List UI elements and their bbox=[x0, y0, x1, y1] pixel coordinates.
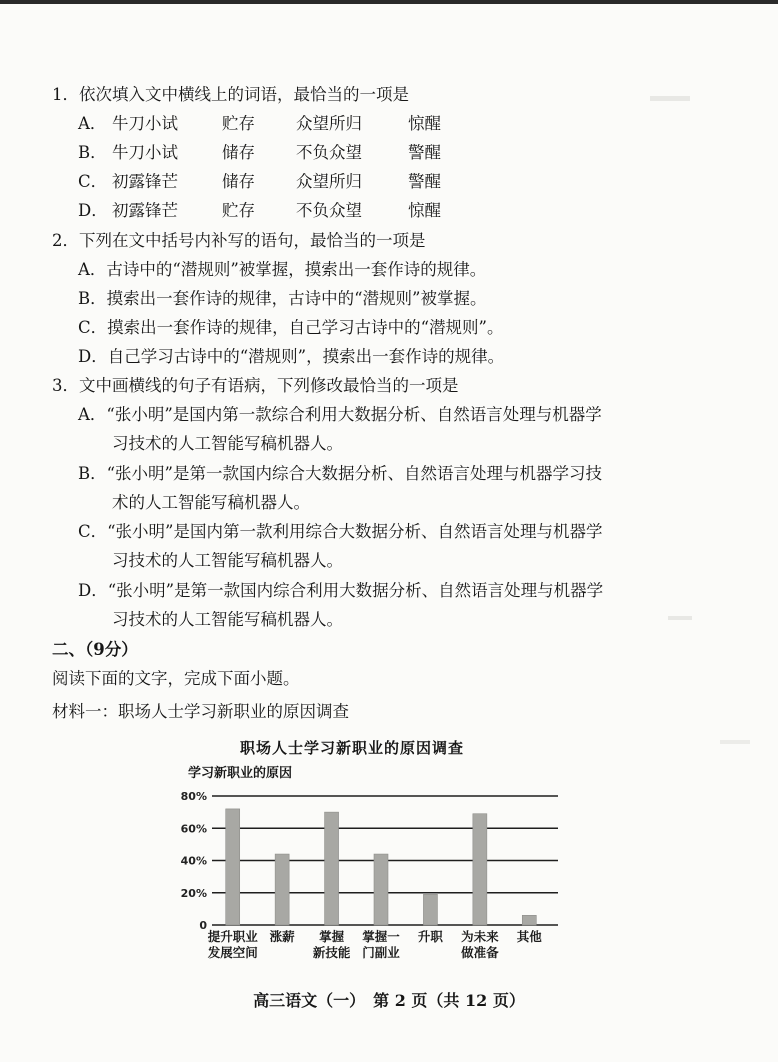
option-word: 初露锋芒 bbox=[112, 201, 178, 220]
bar bbox=[423, 894, 437, 925]
option-word: 警醒 bbox=[408, 172, 441, 191]
scan-speck bbox=[650, 96, 690, 101]
question-2-stem: 2．下列在文中括号内补写的语句，最恰当的一项是 bbox=[52, 231, 426, 250]
question-2-option: B．摸索出一套作诗的规律，古诗中的“潜规则”被掌握。 bbox=[78, 289, 487, 308]
question-3-option-continuation: 习技术的人工智能写稿机器人。 bbox=[112, 434, 343, 453]
y-tick-label: 0 bbox=[199, 919, 207, 932]
bar bbox=[275, 854, 289, 925]
question-2-option: C．摸索出一套作诗的规律，自己学习古诗中的“潜规则”。 bbox=[78, 318, 504, 337]
material-1-title: 材料一：职场人士学习新职业的原因调查 bbox=[52, 702, 349, 721]
option-word: 众望所归 bbox=[296, 172, 362, 191]
question-3-option-continuation: 习技术的人工智能写稿机器人。 bbox=[112, 610, 343, 629]
x-tick-label: 其他 bbox=[516, 929, 542, 944]
scan-speck bbox=[668, 616, 692, 620]
x-tick-label: 提升职业 bbox=[207, 929, 258, 944]
question-3-option-continuation: 术的人工智能写稿机器人。 bbox=[112, 493, 310, 512]
y-tick-label: 20% bbox=[180, 886, 207, 900]
option-word: 牛刀小试 bbox=[112, 143, 178, 162]
option-letter: D． bbox=[78, 201, 108, 220]
option-word: 惊醒 bbox=[408, 201, 441, 220]
chart-title: 职场人士学习新职业的原因调查 bbox=[240, 739, 465, 757]
option-word: 贮存 bbox=[222, 114, 255, 133]
chart-y-axis-label: 学习新职业的原因 bbox=[188, 766, 293, 781]
y-tick-label: 60% bbox=[180, 822, 207, 836]
y-tick-label: 80% bbox=[180, 790, 207, 803]
scan-speck bbox=[720, 740, 750, 744]
question-3-option: A．“张小明”是国内第一款综合利用大数据分析、自然语言处理与机器学 bbox=[78, 405, 602, 424]
y-tick-label: 40% bbox=[180, 854, 207, 868]
question-3-option: B．“张小明”是第一款国内综合大数据分析、自然语言处理与机器学习技 bbox=[78, 464, 602, 483]
x-tick-label: 掌握一 bbox=[362, 929, 400, 944]
question-1-option-a bbox=[78, 113, 468, 135]
question-3-option: C．“张小明”是国内第一款利用综合大数据分析、自然语言处理与机器学 bbox=[78, 522, 603, 541]
question-1-option-b bbox=[78, 142, 468, 164]
question-1-option-c bbox=[78, 171, 468, 193]
bar bbox=[374, 854, 388, 925]
option-word: 不负众望 bbox=[296, 143, 362, 162]
option-letter: A． bbox=[78, 114, 107, 133]
x-tick-label: 发展空间 bbox=[207, 945, 258, 960]
x-tick-label: 升职 bbox=[417, 929, 443, 944]
option-word: 贮存 bbox=[222, 201, 255, 220]
section-2-instruction: 阅读下面的文字，完成下面小题。 bbox=[52, 669, 300, 688]
bar bbox=[325, 812, 339, 925]
x-tick-label: 为未来 bbox=[461, 929, 499, 944]
option-letter: B． bbox=[78, 143, 107, 162]
option-word: 牛刀小试 bbox=[112, 114, 178, 133]
question-3-stem: 3．文中画横线的句子有语病，下列修改最恰当的一项是 bbox=[52, 376, 459, 395]
option-word: 初露锋芒 bbox=[112, 172, 178, 191]
question-1-stem: 1．依次填入文中横线上的词语，最恰当的一项是 bbox=[52, 85, 409, 104]
option-word: 不负众望 bbox=[296, 201, 362, 220]
x-tick-label: 门副业 bbox=[362, 945, 400, 960]
x-tick-label: 做准备 bbox=[461, 945, 499, 960]
x-tick-label: 掌握 bbox=[319, 929, 345, 944]
option-word: 储存 bbox=[222, 143, 255, 162]
question-3-option-continuation: 习技术的人工智能写稿机器人。 bbox=[112, 551, 343, 570]
bar bbox=[226, 809, 240, 925]
question-2-option: D．自己学习古诗中的“潜规则”，摸索出一套作诗的规律。 bbox=[78, 347, 505, 366]
question-2-option: A．古诗中的“潜规则”被掌握，摸索出一套作诗的规律。 bbox=[78, 260, 487, 279]
question-1-option-d bbox=[78, 200, 468, 222]
bar bbox=[522, 915, 536, 925]
bar bbox=[473, 814, 487, 925]
x-tick-label: 新技能 bbox=[312, 945, 351, 960]
option-word: 警醒 bbox=[408, 143, 441, 162]
option-letter: C． bbox=[78, 172, 108, 191]
question-3-option: D．“张小明”是第一款国内综合利用大数据分析、自然语言处理与机器学 bbox=[78, 581, 604, 600]
page-footer: 高三语文（一） 第 2 页（共 12 页） bbox=[253, 991, 525, 1010]
bar-chart bbox=[170, 780, 570, 975]
section-2-heading: 二、（9分） bbox=[52, 640, 138, 659]
option-word: 众望所归 bbox=[296, 114, 362, 133]
x-tick-label: 涨薪 bbox=[269, 929, 295, 944]
option-word: 惊醒 bbox=[408, 114, 441, 133]
option-word: 储存 bbox=[222, 172, 255, 191]
